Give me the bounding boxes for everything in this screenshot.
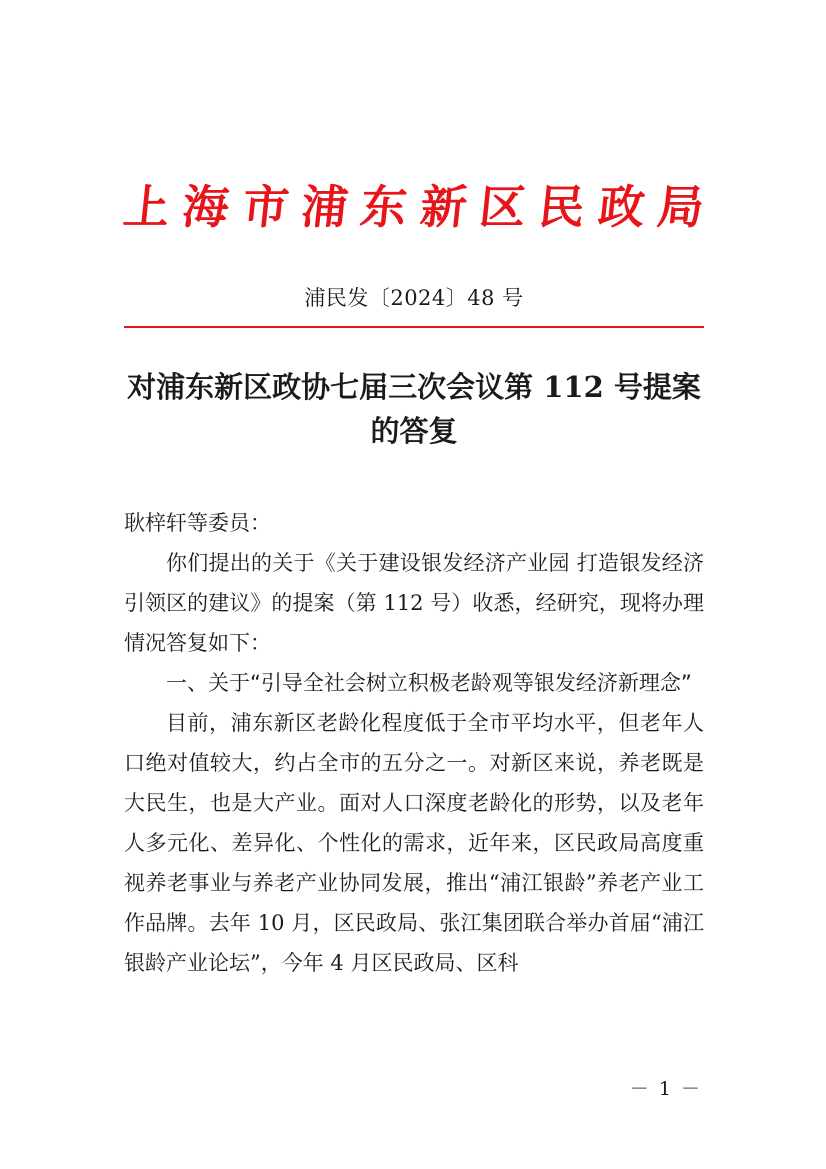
- org-char: 民: [536, 180, 588, 234]
- document-title-line-2: 的答复: [370, 414, 458, 448]
- org-char: 上: [120, 180, 173, 234]
- page-number: － 1 －: [629, 1078, 702, 1100]
- org-char: 局: [654, 180, 707, 234]
- org-char: 浦: [298, 180, 351, 234]
- org-char: 东: [358, 180, 410, 234]
- org-char: 海: [180, 180, 232, 234]
- org-char: 新: [417, 180, 470, 234]
- section-1-paragraph: 目前，浦东新区老龄化程度低于全市平均水平，但老年人口绝对值较大，约占全市的五分之一。对新区来说，养老既是大民生，也是大产业。面对人口深度老龄化的形势，以及老年人多元化、差异化、个性化的需求，近年来，区民政局高度重视养老事业与养老产业协同发展，推出“浦江银龄”养老产业工作品牌。去年 10 月，区民政局、张江集团联合举办首届“浦江银龄产业论坛”，今年 4 月区民政局、区科: [124, 711, 704, 975]
- org-char: 政: [595, 180, 648, 234]
- document-body: [124, 503, 704, 983]
- org-char: 区: [476, 180, 529, 234]
- document-number: 浦民发〔2024〕48 号: [304, 286, 524, 310]
- document-title-line-1: 对浦东新区政协七届三次会议第 112 号提案: [127, 370, 701, 404]
- document-title: [124, 365, 704, 453]
- red-divider-line: [124, 326, 704, 328]
- intro-paragraph: 你们提出的关于《关于建设银发经济产业园 打造银发经济引领区的建议》的提案（第 112 号）收悉，经研究，现将办理情况答复如下：: [124, 551, 704, 655]
- issuing-organization-title: [120, 173, 707, 235]
- salutation: 耿梓轩等委员：: [124, 511, 271, 535]
- section-1-heading: 一、关于“引导全社会树立积极老龄观等银发经济新理念”: [166, 671, 692, 695]
- org-char: 市: [239, 180, 292, 234]
